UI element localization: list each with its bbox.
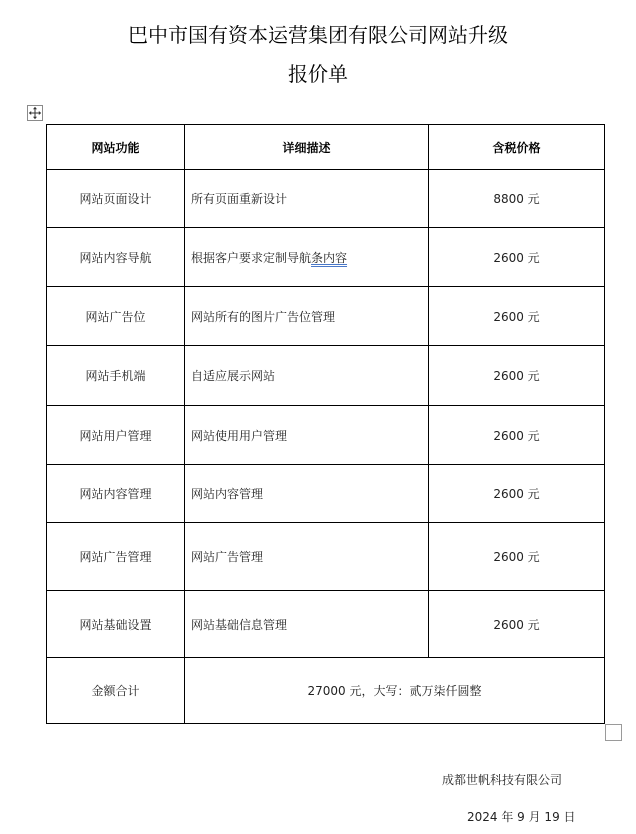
footer-company: 成都世帆科技有限公司 (442, 773, 563, 787)
table-row (47, 346, 605, 406)
table-row (47, 228, 605, 287)
total-label: 金额合计 (47, 658, 185, 724)
document-title-line-1: 巴中市国有资本运营集团有限公司网站升级 (128, 23, 508, 47)
description-cell: 网站广告管理 (185, 523, 429, 591)
price-cell: 2600 元 (429, 287, 605, 346)
feature-cell: 网站基础设置 (47, 591, 185, 658)
description-cell (185, 228, 429, 287)
price-cell: 2600 元 (429, 228, 605, 287)
feature-cell: 网站内容管理 (47, 465, 185, 523)
price-cell: 2600 元 (429, 465, 605, 523)
price-cell: 2600 元 (429, 346, 605, 406)
document-title-line-2: 报价单 (288, 62, 348, 86)
price-cell: 8800 元 (429, 170, 605, 228)
header-feature: 网站功能 (47, 125, 185, 170)
table-header-row (47, 125, 605, 170)
price-cell: 2600 元 (429, 523, 605, 591)
description-cell: 自适应展示网站 (185, 346, 429, 406)
table-row (47, 406, 605, 465)
price-cell: 2600 元 (429, 406, 605, 465)
table-row (47, 523, 605, 591)
description-cell: 网站基础信息管理 (185, 591, 429, 658)
total-value: 27000 元，大写：贰万柒仟圆整 (185, 658, 605, 724)
feature-cell: 网站广告位 (47, 287, 185, 346)
feature-cell: 网站手机端 (47, 346, 185, 406)
header-price: 含税价格 (429, 125, 605, 170)
table-row (47, 170, 605, 228)
table-row-end-marker-icon[interactable] (605, 724, 622, 741)
description-cell: 所有页面重新设计 (185, 170, 429, 228)
quote-table (46, 124, 605, 724)
feature-cell: 网站用户管理 (47, 406, 185, 465)
description-cell: 网站使用用户管理 (185, 406, 429, 465)
price-cell: 2600 元 (429, 591, 605, 658)
header-description: 详细描述 (185, 125, 429, 170)
feature-cell: 网站广告管理 (47, 523, 185, 591)
description-cell: 网站内容管理 (185, 465, 429, 523)
table-row (47, 465, 605, 523)
move-arrows-icon[interactable] (27, 105, 43, 121)
spellcheck-marked-text: 条内容 (311, 250, 348, 265)
feature-cell: 网站内容导航 (47, 228, 185, 287)
description-cell: 网站所有的图片广告位管理 (185, 287, 429, 346)
table-row (47, 287, 605, 346)
feature-cell: 网站页面设计 (47, 170, 185, 228)
table-row (47, 591, 605, 658)
description-text: 根据客户要求定制导航 (191, 250, 312, 265)
footer-date: 2024 年 9 月 19 日 (467, 810, 576, 824)
table-total-row (47, 658, 605, 724)
